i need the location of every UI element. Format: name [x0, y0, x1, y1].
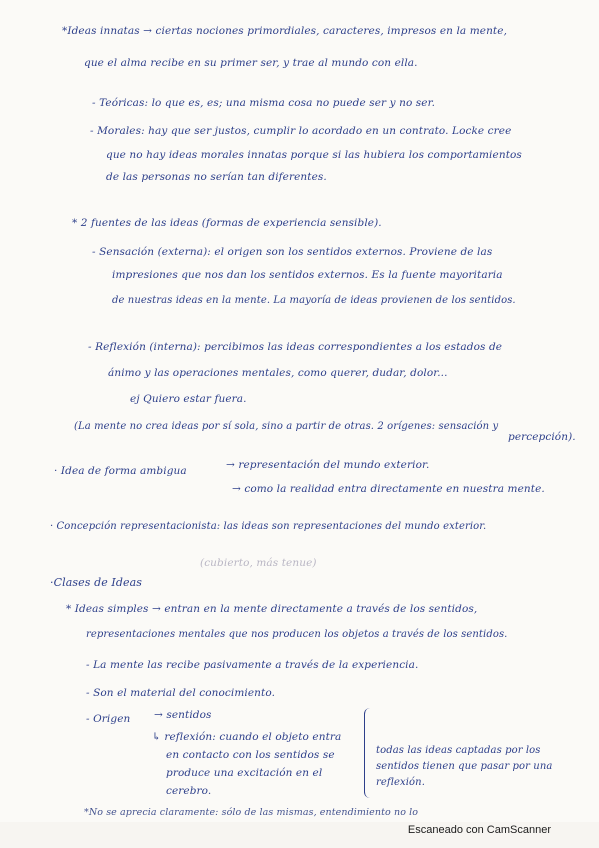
line-ideas-innatas: *Ideas innatas → ciertas nociones primordiales, caracteres, impresos en la mente, — [62, 25, 508, 37]
line-sensacion: - Sensación (externa): el origen son los sentidos externos. Proviene de las — [92, 246, 493, 258]
line-ideas-simples: * Ideas simples → entran en la mente directamente a través de los sentidos, — [66, 603, 478, 615]
line-ejemplo: ej Quiero estar fuera. — [130, 393, 247, 405]
line-sentidos-pasar: sentidos tienen que pasar por una — [376, 761, 553, 772]
line-cut-off: *No se aprecia claramente: sólo de las mismas, entendimiento no lo — [84, 807, 419, 818]
line-todas-ideas: todas las ideas captadas por los — [376, 745, 541, 756]
right-brace — [364, 708, 373, 798]
line-reflexion-end: reflexión. — [376, 777, 425, 788]
line-reflexion-2: ánimo y las operaciones mentales, como querer, dudar, dolor... — [108, 367, 448, 379]
line-concepcion: · Concepción representacionista: las ideas son representaciones del mundo exterior. — [50, 521, 487, 532]
line-representaciones: representaciones mentales que nos producen los objetos a través de los sentidos. — [86, 629, 508, 640]
line-alma: que el alma recibe en su primer ser, y trae al mundo con ella. — [84, 57, 418, 69]
line-sensacion-3: de nuestras ideas en la mente. La mayoría de ideas provienen de los sentidos. — [112, 295, 516, 306]
line-reflexion-contacto: en contacto con los sentidos se — [166, 749, 335, 761]
line-faint-erased: (cubierto, más tenue) — [200, 557, 317, 569]
line-reflexion: - Reflexión (interna): percibimos las ideas correspondientes a los estados de — [88, 341, 503, 353]
heading-clases-de-ideas: ·Clases de Ideas — [50, 576, 143, 589]
line-sentidos: → sentidos — [154, 709, 212, 721]
line-reflexion-cuando: ↳ reflexión: cuando el objeto entra — [152, 731, 342, 743]
line-morales: - Morales: hay que ser justos, cumplir lo acordado en un contrato. Locke cree — [90, 125, 512, 137]
line-morales-2: que no hay ideas morales innatas porque si las hubiera los comportamientos — [106, 149, 522, 161]
line-percepcion: percepción). — [508, 431, 576, 443]
line-reflexion-cerebro: cerebro. — [166, 785, 212, 797]
line-representacion: → representación del mundo exterior. — [226, 459, 430, 471]
line-material: - Son el material del conocimiento. — [86, 687, 276, 699]
line-origen: - Origen — [86, 713, 131, 725]
line-sensacion-2: impresiones que nos dan los sentidos externos. Es la fuente mayoritaria — [112, 269, 503, 281]
line-dos-fuentes: * 2 fuentes de las ideas (formas de experiencia sensible). — [72, 217, 382, 229]
line-teoricas: - Teóricas: lo que es, es; una misma cosa no puede ser y no ser. — [92, 97, 436, 109]
line-realidad: → como la realidad entra directamente en nuestra mente. — [232, 483, 545, 495]
line-reflexion-excitacion: produce una excitación en el — [166, 767, 323, 779]
line-mente-no-crea: (La mente no crea ideas por sí sola, sino a partir de otras. 2 orígenes: sensación y — [74, 421, 499, 432]
line-morales-3: de las personas no serían tan diferentes. — [106, 171, 327, 183]
line-idea-ambigua: · Idea de forma ambigua — [54, 465, 187, 477]
scanner-watermark: Escaneado con CamScanner — [407, 824, 551, 836]
line-pasivamente: - La mente las recibe pasivamente a través de la experiencia. — [86, 659, 419, 671]
